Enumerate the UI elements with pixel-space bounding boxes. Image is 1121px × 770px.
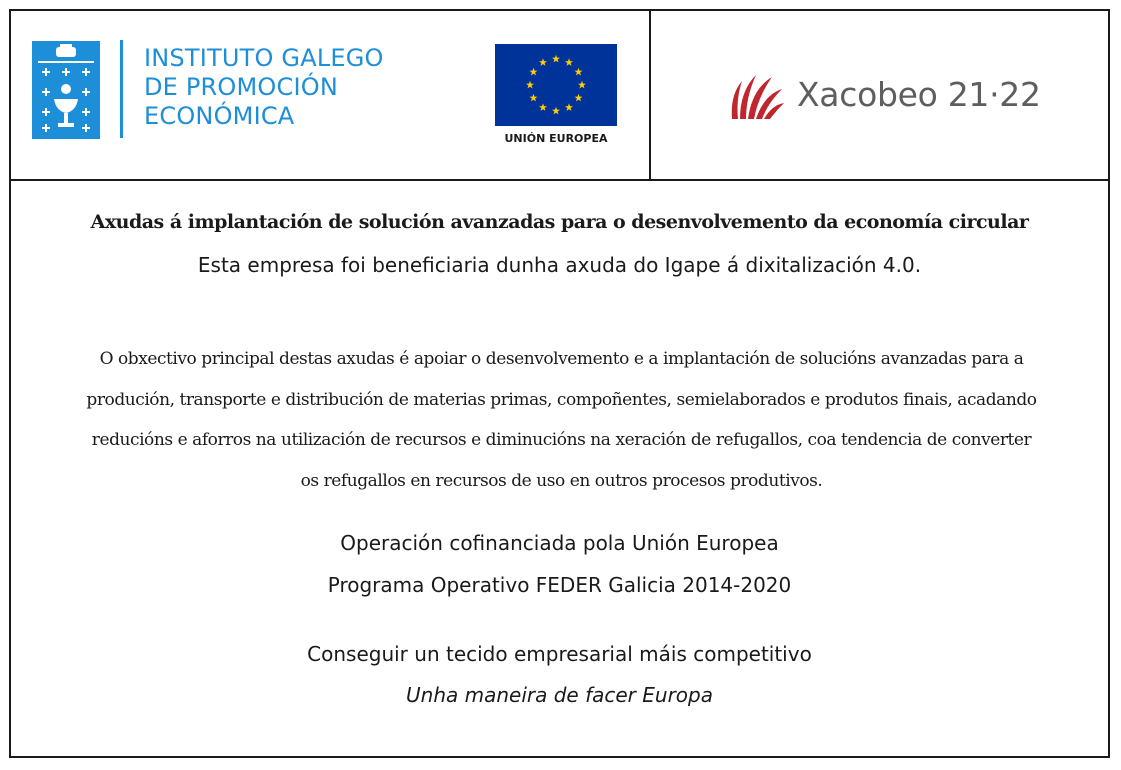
motto: Unha maneira de facer Europa <box>406 683 713 707</box>
objective-paragraph <box>31 339 1092 501</box>
logo-header <box>11 11 1108 181</box>
document-title: Axudas á implantación de solución avanzadas para o desenvolvemento da economía circular <box>90 211 1029 233</box>
igape-divider-bar <box>120 40 123 138</box>
document-frame <box>9 9 1110 758</box>
goal-statement: Conseguir un tecido empresarial máis competitivo <box>307 642 812 666</box>
xacobeo-shell-logo <box>726 67 784 125</box>
paragraph-line-2: produción, transporte e distribución de materias primas, compoñentes, semielaborados e produtos finais, acadando <box>86 389 1037 410</box>
igape-line-1: INSTITUTO GALEGO <box>144 44 384 72</box>
igape-logo-text <box>144 44 384 131</box>
eu-flag-icon <box>495 44 617 126</box>
programme-statement: Programa Operativo FEDER Galicia 2014-2020 <box>327 573 792 597</box>
paragraph-line-1: O obxectivo principal destas axudas é apoiar o desenvolvemento e a implantación de solucións avanzadas para a <box>99 349 1024 369</box>
igape-line-3: ECONÓMICA <box>144 102 295 130</box>
xunta-shield-logo <box>32 41 100 139</box>
header-divider <box>649 11 651 179</box>
paragraph-line-4: os refugallos en recursos de uso en outros procesos produtivos. <box>300 470 823 491</box>
paragraph-line-3: reducións e aforros na utilización de recursos e diminucións na xeración de refugallos, coa tendencia de converter <box>91 430 1032 450</box>
igape-line-2: DE PROMOCIÓN <box>144 73 338 101</box>
xacobeo-logo-text: Xacobeo 21·22 <box>797 75 1041 114</box>
beneficiary-statement: Esta empresa foi beneficiaria dunha axuda do Igape á dixitalización 4.0. <box>197 253 922 277</box>
cofinancing-statement: Operación cofinanciada pola Unión Europea <box>340 531 779 555</box>
eu-label: UNIÓN EUROPEA <box>504 132 608 145</box>
